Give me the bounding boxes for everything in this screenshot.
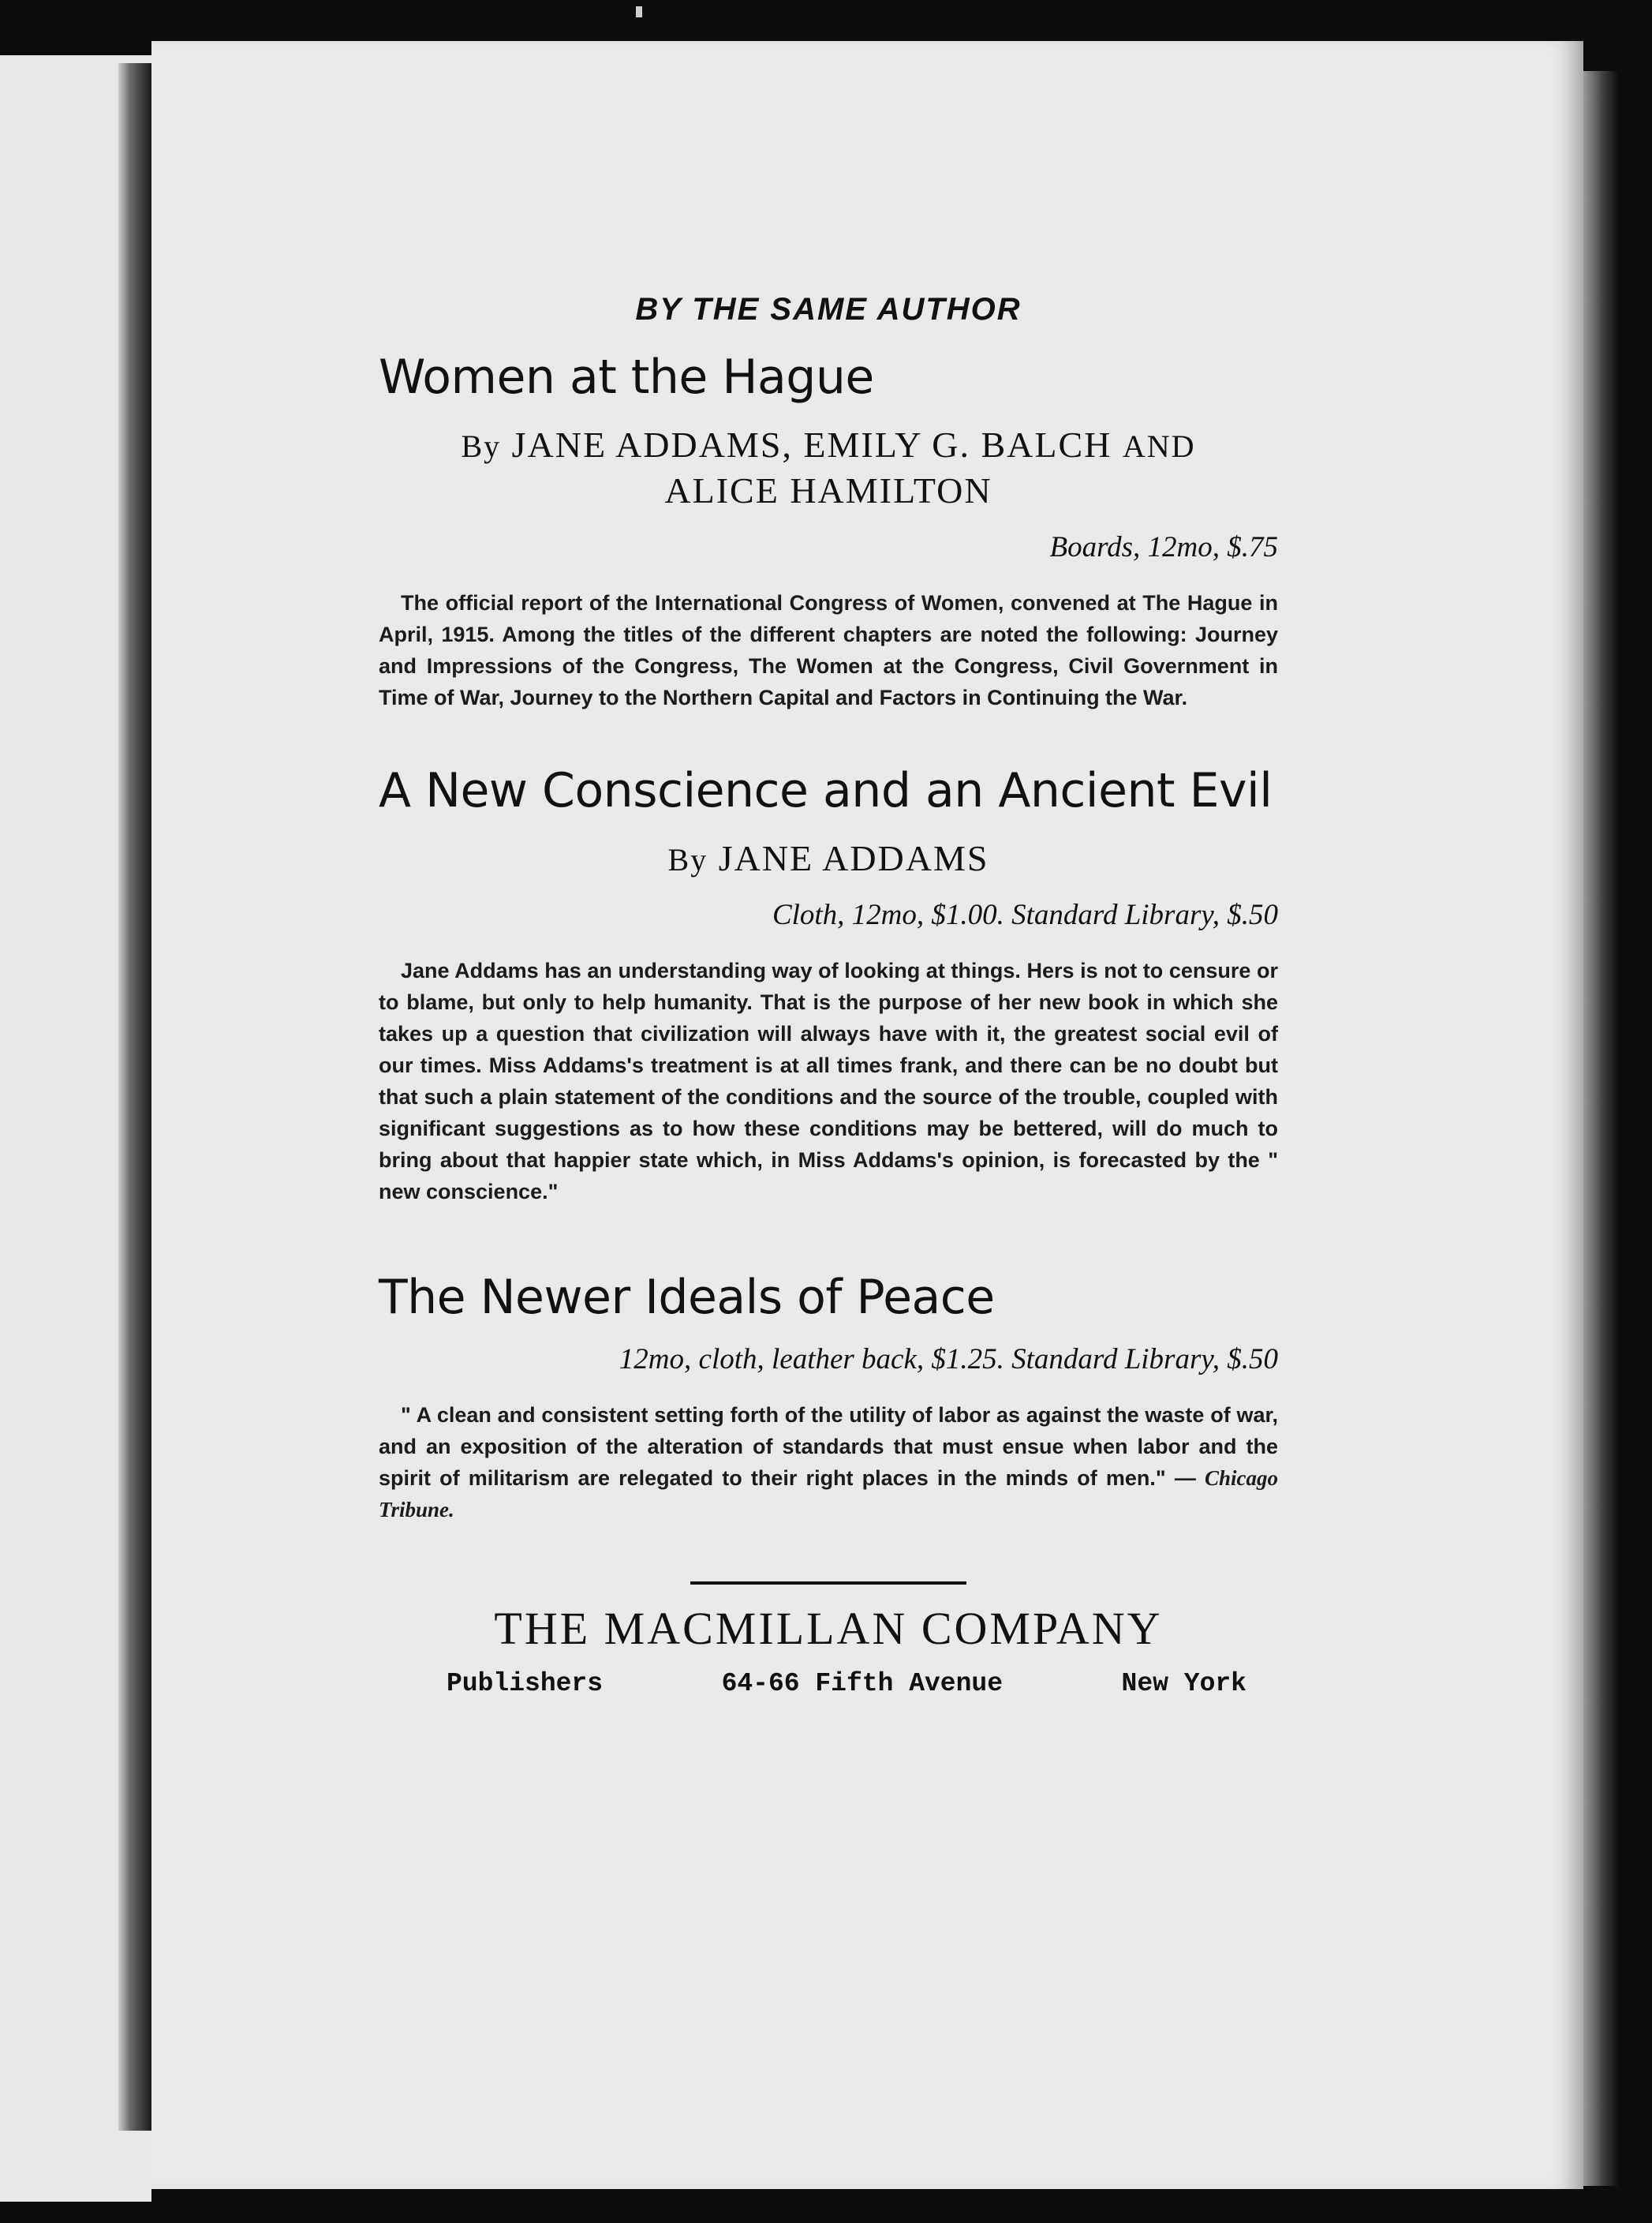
book-description [379,1400,1278,1526]
book-price: Boards, 12mo, $.75 [1049,531,1278,563]
section-header: BY THE SAME AUTHOR [635,292,1022,327]
publisher-city: New York [1121,1668,1246,1698]
and-label: AND [1122,429,1196,464]
by-label: By [667,841,708,878]
description-text: Jane Addams has an understanding way of looking at things. Hers is not to censure or to blame, but only to help humanity. That is the purpose of her new book in which she takes up a question that civilization will always have with it, the greatest social evil of our times. Miss Addams's treatment is at all times frank, and there can be no doubt but that such a plain statement of the conditions and the source of the trouble, coupled with significant suggestions as to how these conditions may be bettered, will do much to bring about that happier state which, in Miss Addams's opinion, is forecasted by the " new conscience." [379,959,1278,1203]
book-description [379,956,1278,1208]
scan-speck [636,6,642,17]
authors-line-2: ALICE HAMILTON [664,470,992,511]
book-title: The Newer Ideals of Peace [379,1269,995,1325]
book-authors [379,836,1278,881]
authors-line-1: JANE ADDAMS, EMILY G. BALCH [511,425,1112,465]
book-entry-women-at-the-hague [379,350,1278,714]
description-text: The official report of the International Congress of Women, convened at The Hague in April, 1915. Among the titles of the different chapters are noted the following: Journey and Impressions of the Congress, The Women at the Congress, Civil Government in Time of War, Journey to the Northern Capital and Factors in Continuing the War. [379,591,1278,709]
book-title: A New Conscience and an Ancient Evil [379,762,1273,818]
book-title: Women at the Hague [379,350,874,405]
book-gutter [118,63,151,2131]
publisher-address: 64-66 Fifth Avenue [721,1668,1004,1698]
quote-source: Chicago Tribune. [379,1465,1278,1521]
publisher-details [447,1669,1246,1698]
publisher-name: THE MACMILLAN COMPANY [494,1602,1163,1654]
book-entry-newer-ideals-of-peace [379,1270,1278,1526]
authors-line-1: JANE ADDAMS [718,837,989,878]
book-authors [379,422,1278,513]
book-entry-new-conscience [379,763,1278,1208]
book-description [379,588,1278,714]
book-price: Cloth, 12mo, $1.00. Standard Library, $.50 [772,899,1278,932]
divider-rule [690,1581,966,1585]
publisher-role: Publishers [447,1668,604,1698]
advertisement-page-content [379,292,1278,1698]
page-edge-shadow [1583,71,1618,2186]
by-label: By [461,429,502,464]
description-text: " A clean and consistent setting forth of the utility of labor as against the waste of war, and an exposition of the alteration of standards that must ensue when labor and the spirit of militarism are relegated to their right places in the minds of men." — [379,1402,1278,1490]
book-price: 12mo, cloth, leather back, $1.25. Standard Library, $.50 [619,1342,1278,1375]
